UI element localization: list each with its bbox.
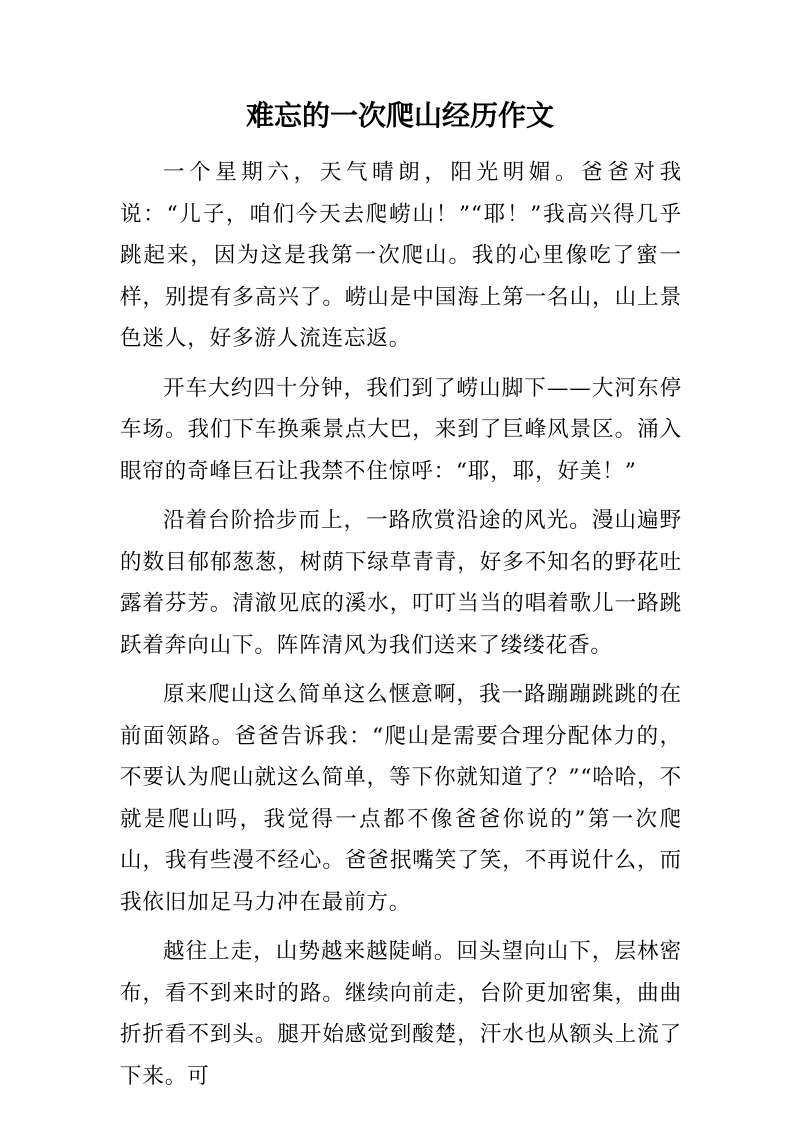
- paragraph: 开车大约四十分钟，我们到了崂山脚下——大河东停车场。我们下车换乘景点大巴，来到了巨峰风景区。涌入眼帘的奇峰巨石让我禁不住惊呼：“耶，耶，好美！”: [120, 375, 682, 484]
- document-body: [120, 152, 682, 1097]
- paragraph: 越往上走，山势越来越陡峭。回头望向山下，层林密布，看不到来时的路。继续向前走，台阶更加密集，曲曲折折看不到头。腿开始感觉到酸楚，汗水也从额头上流了下来。可: [120, 939, 682, 1089]
- paragraph: 一个星期六，天气晴朗，阳光明媚。爸爸对我说：“儿子，咱们今天去爬崂山！”“耶！”我高兴得几乎跳起来，因为这是我第一次爬山。我的心里像吃了蜜一样，别提有多高兴了。崂山是中国海上第一名山，山上景色迷人，好多游人流连忘返。: [120, 160, 682, 351]
- paragraph: 沿着台阶拾步而上，一路欣赏沿途的风光。漫山遍野的数目郁郁葱葱，树荫下绿草青青，好多不知名的野花吐露着芬芳。清澈见底的溪水，叮叮当当的唱着歌儿一路跳跃着奔向山下。阵阵清风为我们送来了缕缕花香。: [120, 508, 682, 658]
- document-title: 难忘的一次爬山经历作文: [245, 99, 554, 132]
- paragraph: 原来爬山这么简单这么惬意啊，我一路蹦蹦跳跳的在前面领路。爸爸告诉我：“爬山是需要合理分配体力的，不要认为爬山就这么简单，等下你就知道了？”“哈哈，不就是爬山吗，我觉得一点都不像爸爸你说的”第一次爬山，我有些漫不经心。爸爸抿嘴笑了笑，不再说什么，而我依旧加足马力冲在最前方。: [120, 682, 682, 915]
